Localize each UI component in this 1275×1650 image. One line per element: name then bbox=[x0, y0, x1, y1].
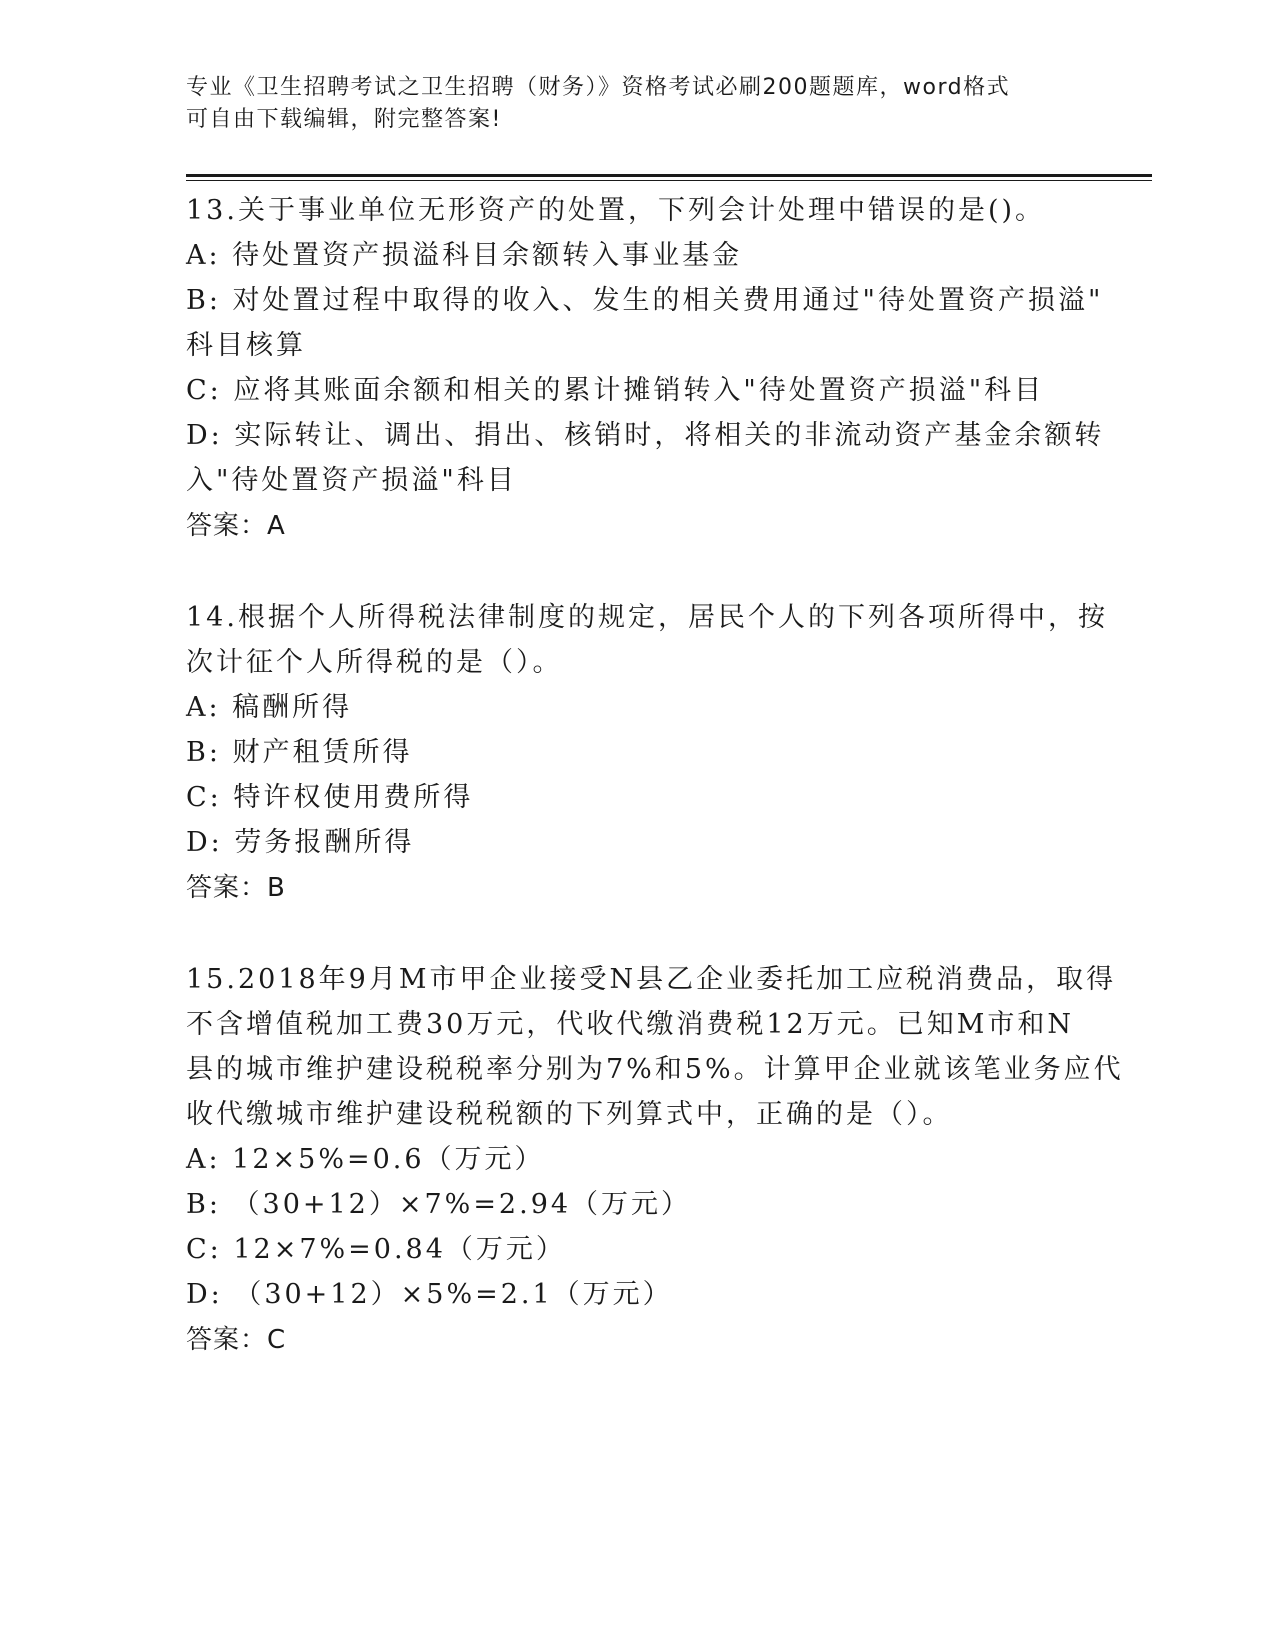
question-stem-continued: 收代缴城市维护建设税税额的下列算式中，正确的是（）。 bbox=[186, 1099, 953, 1130]
answer: 答案：C bbox=[186, 1325, 287, 1355]
option-d: D: 实际转让、调出、捐出、核销时，将相关的非流动资产基金余额转 bbox=[186, 420, 1105, 451]
header-line: 专业《卫生招聘考试之卫生招聘（财务）》资格考试必刷200题题库，word格式 bbox=[186, 75, 1011, 100]
option-a: A: 稿酬所得 bbox=[186, 692, 353, 723]
question-list bbox=[186, 188, 1124, 1363]
question-13 bbox=[186, 188, 1105, 549]
question-15 bbox=[186, 957, 1124, 1363]
header-divider-thin bbox=[186, 180, 1152, 181]
option-d-continued: 入"待处置资产损溢"科目 bbox=[186, 465, 517, 496]
question-14 bbox=[186, 595, 1108, 911]
option-b: B: 财产租赁所得 bbox=[186, 737, 413, 768]
option-c: C: 12×7%=0.84（万元） bbox=[186, 1234, 566, 1265]
question-stem-continued: 县的城市维护建设税税率分别为7%和5%。计算甲企业就该笔业务应代 bbox=[186, 1054, 1124, 1085]
option-b-continued: 科目核算 bbox=[186, 330, 306, 361]
question-stem: 15.2018年9月M市甲企业接受N县乙企业委托加工应税消费品，取得 bbox=[186, 964, 1117, 995]
option-b: B: 对处置过程中取得的收入、发生的相关费用通过"待处置资产损溢" bbox=[186, 285, 1104, 316]
header-line: 可自由下载编辑，附完整答案! bbox=[186, 107, 502, 132]
question-stem-continued: 不含增值税加工费30万元，代收代缴消费税12万元。已知M市和N bbox=[186, 1009, 1074, 1040]
document-header bbox=[186, 72, 1086, 136]
question-stem: 14.根据个人所得税法律制度的规定，居民个人的下列各项所得中，按 bbox=[186, 602, 1108, 633]
answer: 答案：A bbox=[186, 511, 286, 541]
option-b: B: （30+12）×7%=2.94（万元） bbox=[186, 1189, 692, 1220]
option-c: C: 特许权使用费所得 bbox=[186, 782, 474, 813]
option-c: C: 应将其账面余额和相关的累计摊销转入"待处置资产损溢"科目 bbox=[186, 375, 1045, 406]
question-stem-continued: 次计征个人所得税的是（）。 bbox=[186, 647, 563, 678]
question-stem: 13.关于事业单位无形资产的处置，下列会计处理中错误的是()。 bbox=[186, 195, 1046, 226]
option-a: A: 待处置资产损溢科目余额转入事业基金 bbox=[186, 240, 743, 271]
option-d: D: （30+12）×5%=2.1（万元） bbox=[186, 1279, 673, 1310]
header-divider bbox=[186, 174, 1152, 177]
option-d: D: 劳务报酬所得 bbox=[186, 827, 415, 858]
answer: 答案：B bbox=[186, 873, 286, 903]
option-a: A: 12×5%=0.6（万元） bbox=[186, 1144, 545, 1175]
